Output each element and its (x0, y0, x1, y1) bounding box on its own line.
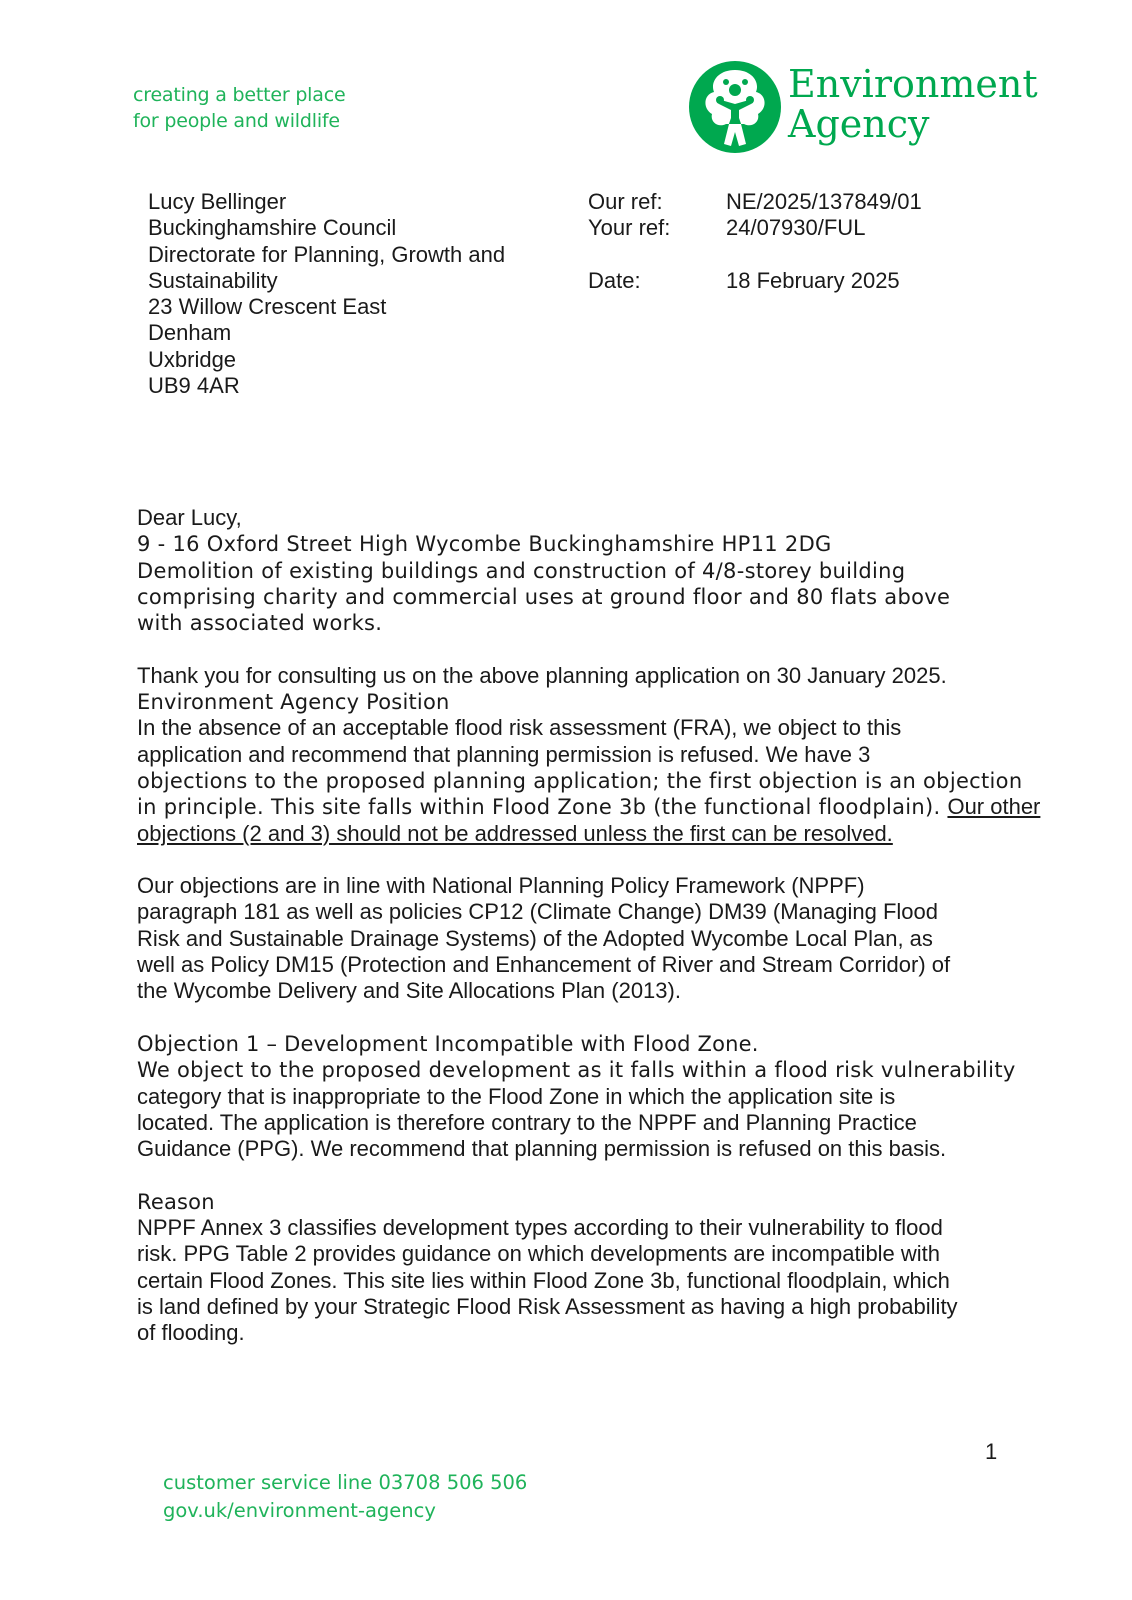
environment-agency-tree-person-icon (688, 60, 782, 154)
tagline-line-1: creating a better place (133, 84, 346, 106)
our-ref-value: NE/2025/137849/01 (726, 189, 922, 214)
date-value: 18 February 2025 (726, 267, 900, 293)
policy-line: the Wycombe Delivery and Site Allocations Plan (2013). (137, 978, 681, 1004)
objection-1-section (137, 1031, 1017, 1162)
reason-heading: Reason (137, 1189, 215, 1214)
position-line-plain: in principle. This site falls within Flood Zone 3b (the functional floodplain). (137, 795, 948, 820)
policy-line: paragraph 181 as well as policies CP12 (Climate Change) DM39 (Managing Flood (137, 899, 938, 925)
reason-line: is land defined by your Strategic Flood Risk Assessment as having a high probability (137, 1293, 958, 1319)
objection-1-line: Guidance (PPG). We recommend that planning permission is refused on this basis. (137, 1136, 947, 1162)
footer (163, 1469, 527, 1525)
proposal-description (137, 558, 1017, 637)
letter-body (137, 505, 1041, 1347)
address-line: 23 Willow Crescent East (148, 294, 387, 320)
policy-line: well as Policy DM15 (Protection and Enhancement of River and Stream Corridor) of (137, 952, 951, 978)
address-line: Denham (148, 320, 232, 346)
position-line: In the absence of an acceptable flood risk assessment (FRA), we object to this (137, 715, 902, 741)
salutation: Dear Lucy, (137, 505, 242, 530)
tagline (133, 82, 345, 134)
logo-wordmark (788, 64, 1038, 144)
your-ref-value: 24/07930/FUL (726, 215, 866, 241)
reason-line: risk. PPG Table 2 provides guidance on which developments are incompatible with (137, 1241, 941, 1267)
your-ref-row (588, 215, 922, 241)
address-line: Sustainability (148, 267, 278, 293)
policy-line: Risk and Sustainable Drainage Systems) of the Adopted Wycombe Local Plan, as (137, 925, 933, 951)
reason-section (137, 1189, 1017, 1347)
objection-1-line: We object to the proposed development as it falls within a flood risk vulnerability (137, 1058, 1016, 1083)
position-heading: Environment Agency Position (137, 690, 450, 715)
reason-line: of flooding. (137, 1320, 245, 1346)
logo-text-environment: Environment (788, 62, 1038, 106)
policy-line: Our objections are in line with National Planning Policy Framework (NPPF) (137, 873, 865, 899)
environment-agency-logo (688, 58, 1038, 158)
reason-line: NPPF Annex 3 classifies development types according to their vulnerability to flood (137, 1215, 943, 1241)
your-ref-label: Your ref: (588, 215, 671, 241)
logo-text-agency: Agency (788, 102, 930, 146)
position-line-underlined: Our other (947, 794, 1041, 820)
position-line-underlined: objections (2 and 3) should not be addressed unless the first can be resolved. (137, 820, 893, 846)
proposal-line: Demolition of existing buildings and construction of 4/8-storey building (137, 558, 906, 583)
our-ref-row (588, 189, 922, 215)
proposal-line: with associated works. (137, 611, 383, 636)
position-line: objections to the proposed planning application; the first objection is an objection (137, 768, 1023, 793)
footer-phone: customer service line 03708 506 506 (163, 1471, 528, 1494)
site-address: 9 - 16 Oxford Street High Wycombe Buckinghamshire HP11 2DG (137, 532, 832, 557)
address-line: Buckinghamshire Council (148, 215, 397, 241)
date-label: Date: (588, 267, 641, 293)
address-line: UB9 4AR (148, 373, 240, 399)
position-line: application and recommend that planning permission is refused. We have 3 (137, 741, 871, 767)
tagline-line-2: for people and wildlife (133, 110, 340, 132)
recipient-address (148, 189, 505, 399)
position-section (137, 689, 1041, 847)
footer-website: gov.uk/environment-agency (163, 1499, 436, 1522)
thanks-paragraph: Thank you for consulting us on the above planning application on 30 January 2025. (137, 662, 947, 688)
objection-1-heading: Objection 1 – Development Incompatible with Flood Zone. (137, 1031, 759, 1056)
objection-1-line: located. The application is therefore contrary to the NPPF and Planning Practice (137, 1109, 917, 1135)
policy-paragraph (137, 873, 1017, 1004)
position-line (137, 794, 1041, 820)
page-number: 1 (985, 1439, 998, 1464)
objection-1-line: category that is inappropriate to the Flood Zone in which the application site is (137, 1083, 896, 1109)
reference-block (588, 189, 922, 294)
our-ref-label: Our ref: (588, 189, 663, 214)
address-line: Uxbridge (148, 346, 237, 372)
address-line: Directorate for Planning, Growth and (148, 241, 506, 267)
date-row (588, 268, 922, 294)
reason-line: certain Flood Zones. This site lies within Flood Zone 3b, functional floodplain, which (137, 1267, 950, 1293)
address-line: Lucy Bellinger (148, 189, 287, 214)
proposal-line: comprising charity and commercial uses at ground floor and 80 flats above (137, 584, 951, 609)
